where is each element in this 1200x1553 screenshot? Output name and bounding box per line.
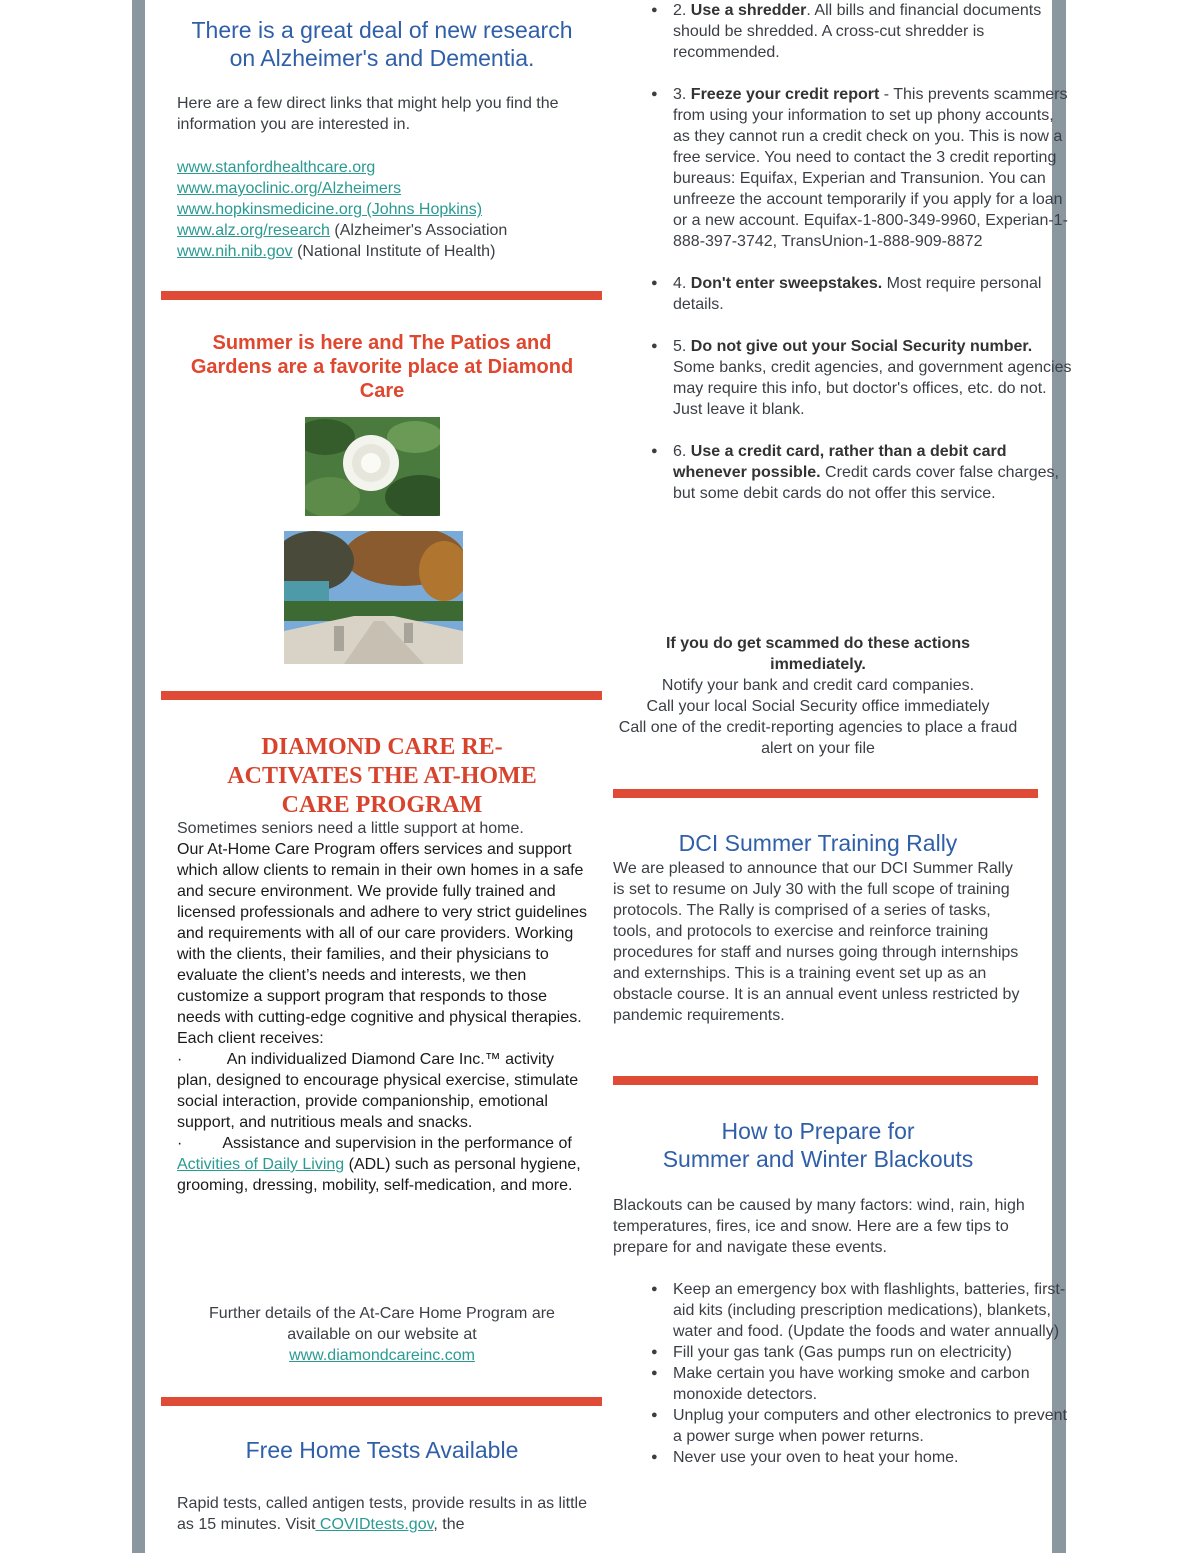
athome-body — [177, 818, 587, 1196]
blackout-tip: ● Never use your oven to heat your home. — [673, 1447, 1073, 1468]
tests-text — [177, 1493, 587, 1535]
action-line: Notify your bank and credit card companies. — [661, 677, 975, 694]
camellia-photo — [305, 417, 440, 516]
dot-marker: · — [177, 1051, 227, 1068]
left-border — [132, 0, 145, 1553]
scam-tip: ● 3. Freeze your credit report - This prevents scammers from using your information to set up phony accounts, as they cannot run a credit check on you. This is now a free service. You need to contact the 3 credit reporting bureaus: Equifax, Experian and Transunion. You can unfreeze the account temporarily if you apply for a loan or a new account. Equifax-1-800-349-9960, Experian-1-888-397-3742, TransUnion-1-888-909-8872 — [673, 84, 1073, 252]
blackout-tip-list — [613, 1279, 1073, 1468]
link-row — [177, 199, 587, 220]
point-text: Assistance and supervision in the performance of — [222, 1135, 572, 1152]
website-link[interactable]: www.diamondcareinc.com — [289, 1347, 475, 1364]
further-text: Further details of the At-Care Home Program are available on our website at — [209, 1305, 555, 1343]
scam-tip: ● 5. Do not give out your Social Security number. Some banks, credit agencies, and government agencies may require this info, but doctor's offices, etc. do not. Just leave it blank. — [673, 336, 1073, 420]
adl-link[interactable]: Activities of Daily Living — [177, 1156, 345, 1173]
scam-tip: ● 6. Use a credit card, rather than a debit card whenever possible. Credit cards cover false charges, but some debit cards do not offer this service. — [673, 441, 1073, 504]
section-divider — [161, 1397, 602, 1406]
athome-lead: Sometimes seniors need a little support at home. — [177, 820, 524, 837]
section-divider — [161, 291, 602, 300]
rally-body: We are pleased to announce that our DCI Summer Rally is set to resume on July 30 with the full scope of training protocols. The Rally is comprised of a series of tasks, tools, and protocols to exercise and reinforce training procedures for staff and nurses going through internships and externships. This is a training event set up as an obstacle course. It is an annual event unless restricted by pandemic requirements. — [613, 860, 1020, 1024]
if-scammed-heading: If you do get scammed do these actions immediately. — [665, 635, 971, 673]
athome-point-1 — [177, 1049, 587, 1133]
tests-text-post: , the — [433, 1516, 465, 1533]
white-camellia-image — [305, 417, 440, 516]
mayo-link[interactable]: www.mayoclinic.org/Alzheimers — [177, 180, 402, 197]
garden-photo — [284, 531, 463, 664]
blackouts-heading — [613, 1117, 1023, 1173]
rally-heading: DCI Summer Training Rally — [678, 830, 958, 856]
scam-tip-list — [613, 0, 1073, 504]
alz-section — [177, 16, 587, 72]
blackouts-heading-line2: Summer and Winter Blackouts — [662, 1146, 974, 1172]
blackouts-heading-line1: How to Prepare for — [721, 1118, 915, 1144]
section-divider — [613, 1076, 1038, 1085]
hopkins-link[interactable]: www.hopkinsmedicine.org (Johns Hopkins) — [177, 201, 483, 218]
alz-org-link[interactable]: www.alz.org/research — [177, 222, 330, 239]
dot-marker: · — [177, 1135, 223, 1152]
blackout-tip: ● Make certain you have working smoke and carbon monoxide detectors. — [673, 1363, 1073, 1405]
garden-patio-image — [284, 531, 463, 664]
link-row — [177, 220, 587, 241]
scam-actions — [613, 633, 1023, 759]
point-text: (ADL) such as personal hygiene, grooming, dressing, mobility, self-medication, and more. — [177, 1156, 581, 1194]
link-note: (Alzheimer's Association — [329, 222, 508, 239]
stanford-link[interactable]: www.stanfordhealthcare.org — [177, 159, 376, 176]
scam-tip: ● 4. Don't enter sweepstakes. Most require personal details. — [673, 273, 1073, 315]
blackout-tip: ● Keep an emergency box with flashlights, batteries, first-aid kits (including prescription medications), blankets, water and food. (Update the foods and water annually) — [673, 1279, 1073, 1342]
alz-link-list — [177, 157, 587, 262]
section-divider — [613, 789, 1038, 798]
newsletter-page — [145, 0, 1072, 1553]
nih-link[interactable]: www.nih.nib.gov — [177, 243, 293, 260]
scam-tip: ● 2. Use a shredder. All bills and financial documents should be shredded. A cross-cut shredder is recommended. — [673, 0, 1073, 63]
athome-point-2 — [177, 1133, 587, 1196]
action-line: Call your local Social Security office immediately — [646, 698, 990, 715]
athome-description: Our At-Home Care Program offers services and support which allow clients to remain in their own homes in a safe and secure environment. We provide fully trained and licensed professionals and adhere to very strict guidelines and requirements with all of our care providers. Working with the clients, their families, and their physicians to evaluate the client’s needs and interests, we then customize a support program that responds to those needs with cutting-edge cognitive and physical therapies. Each client receives: — [177, 841, 588, 1047]
blackouts-intro: Blackouts can be caused by many factors: wind, rain, high temperatures, fires, ice and snow. Here are a few tips to prepare for and navigate these events. — [613, 1197, 1025, 1256]
alz-intro: Here are a few direct links that might help you find the information you are interested in. — [177, 95, 559, 133]
tests-heading: Free Home Tests Available — [245, 1437, 519, 1463]
athome-heading: DIAMOND CARE RE-ACTIVATES THE AT-HOME CARE PROGRAM — [227, 734, 537, 818]
point-text: An individualized Diamond Care Inc.™ activity plan, designed to encourage physical exercise, stimulate social interaction, provide companionship, emotional support, and nutritious meals and snacks. — [177, 1051, 579, 1131]
alz-heading: There is a great deal of new research on Alzheimer's and Dementia. — [191, 17, 573, 71]
covidtests-link[interactable]: COVIDtests.gov — [315, 1516, 434, 1533]
action-line: Call one of the credit-reporting agencies to place a fraud alert on your file — [618, 719, 1018, 757]
tests-text-pre: Rapid tests, called antigen tests, provide results in as little as 15 minutes. Visit — [177, 1495, 587, 1533]
blackout-tip: ● Fill your gas tank (Gas pumps run on electricity) — [673, 1342, 1073, 1363]
link-row — [177, 157, 587, 178]
section-divider — [161, 691, 602, 700]
link-row — [177, 178, 587, 199]
link-note: (National Institute of Health) — [292, 243, 496, 260]
blackout-tip: ● Unplug your computers and other electronics to prevent a power surge when power returns. — [673, 1405, 1073, 1447]
link-row — [177, 241, 587, 262]
patios-heading: Summer is here and The Patios and Gardens are a favorite place at Diamond Care — [190, 332, 574, 402]
athome-further — [177, 1303, 587, 1366]
